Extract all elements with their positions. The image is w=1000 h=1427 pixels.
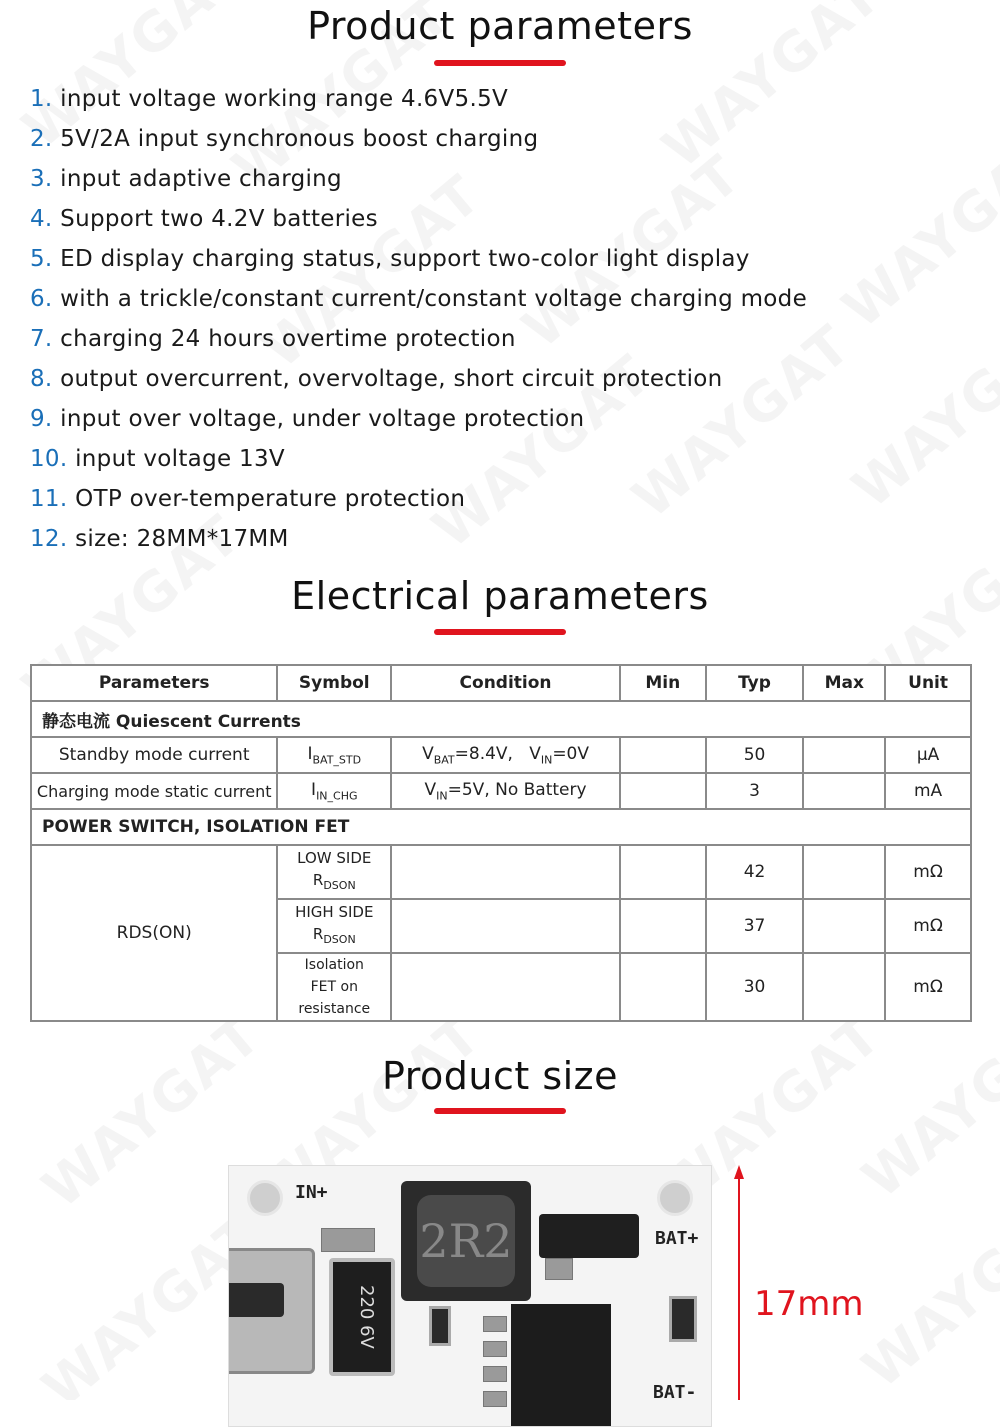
table-header-row	[31, 665, 971, 701]
product-parameters-title: Product parameters	[307, 4, 693, 48]
resistor-component	[429, 1306, 451, 1346]
condition-cell	[391, 953, 620, 1021]
column-header: Typ	[706, 665, 804, 701]
list-text: input voltage working range 4.6V5.5V	[60, 86, 509, 112]
table-section-row	[31, 809, 971, 845]
resistor-component	[669, 1296, 697, 1342]
list-text: size: 28MM*17MM	[75, 526, 289, 552]
symbol-sub: BAT_STD	[312, 753, 362, 767]
list-item	[30, 442, 807, 482]
list-item	[30, 522, 807, 562]
symbol-cell	[277, 845, 391, 899]
condition-cell	[391, 845, 620, 899]
column-header: Max	[803, 665, 885, 701]
column-header: Parameters	[31, 665, 277, 701]
max-cell	[803, 773, 885, 809]
symbol-cell	[277, 773, 391, 809]
electrical-parameters-table	[30, 664, 972, 1022]
silk-bat-minus-label: BAT-	[653, 1382, 697, 1403]
list-item	[30, 202, 807, 242]
section-label: 静态电流 Quiescent Currents	[31, 701, 971, 737]
table-row	[31, 737, 971, 773]
usb-slot	[228, 1283, 284, 1317]
symbol-sub: IN_CHG	[316, 789, 358, 803]
symbol-line: FET on	[310, 979, 358, 995]
list-text: output overcurrent, overvoltage, short circuit protection	[60, 366, 723, 392]
typ-cell: 3	[706, 773, 804, 809]
dimension-label: 17mm	[754, 1284, 864, 1324]
symbol-sub: DSON	[323, 879, 356, 892]
title-underline	[434, 629, 566, 635]
unit-cell: mA	[885, 773, 971, 809]
symbol-main: I	[307, 743, 313, 764]
solder-pad	[545, 1258, 573, 1280]
watermark	[851, 993, 1000, 1211]
list-number: 4.	[30, 206, 53, 232]
list-item	[30, 362, 807, 402]
list-text: with a trickle/constant current/constant voltage charging mode	[60, 286, 808, 312]
cond-sub: BAT	[433, 753, 455, 767]
typ-cell: 42	[706, 845, 804, 899]
condition-cell	[391, 899, 620, 953]
ic-chip	[511, 1304, 611, 1427]
min-cell	[620, 899, 706, 953]
min-cell	[620, 953, 706, 1021]
param-cell: Charging mode static current	[31, 773, 277, 809]
unit-cell: µA	[885, 737, 971, 773]
dimension-arrow-icon	[734, 1165, 744, 1400]
list-text: charging 24 hours overtime protection	[60, 326, 516, 352]
list-text: Support two 4.2V batteries	[60, 206, 378, 232]
list-number: 7.	[30, 326, 53, 352]
list-text: input voltage 13V	[75, 446, 285, 472]
unit-cell: mΩ	[885, 953, 971, 1021]
typ-cell: 30	[706, 953, 804, 1021]
typ-cell: 37	[706, 899, 804, 953]
list-number: 12.	[30, 526, 68, 552]
symbol-cell	[277, 953, 391, 1021]
product-size-title: Product size	[381, 1054, 619, 1098]
silk-bat-plus-label: BAT+	[655, 1228, 699, 1249]
cond-val: =0V	[552, 743, 590, 764]
max-cell	[803, 953, 885, 1021]
list-item	[30, 482, 807, 522]
max-cell	[803, 845, 885, 899]
list-number: 6.	[30, 286, 53, 312]
param-cell: RDS(ON)	[31, 845, 277, 1021]
table-row	[31, 773, 971, 809]
mounting-hole	[247, 1180, 283, 1216]
capacitor-component: 220 6V	[329, 1258, 395, 1376]
table-section-row	[31, 701, 971, 737]
symbol-cell	[277, 737, 391, 773]
watermark	[841, 303, 1000, 521]
symbol-line: Isolation	[304, 957, 364, 973]
column-header: Min	[620, 665, 706, 701]
list-text: input adaptive charging	[60, 166, 342, 192]
cond-sub: IN	[436, 789, 448, 803]
symbol-line: resistance	[298, 1001, 371, 1017]
list-text: ED display charging status, support two-color light display	[60, 246, 750, 272]
title-underline	[434, 1108, 566, 1114]
product-board-image	[228, 1165, 712, 1427]
min-cell	[620, 845, 706, 899]
min-cell	[620, 737, 706, 773]
cond-var: V	[422, 743, 434, 764]
column-header: Unit	[885, 665, 971, 701]
symbol-sub: DSON	[323, 933, 356, 946]
condition-cell	[391, 773, 620, 809]
solder-pad	[483, 1341, 507, 1357]
solder-pad	[483, 1316, 507, 1332]
max-cell	[803, 737, 885, 773]
list-item	[30, 162, 807, 202]
symbol-main: R	[312, 925, 324, 943]
electrical-parameters-title: Electrical parameters	[291, 574, 709, 618]
list-item	[30, 242, 807, 282]
min-cell	[620, 773, 706, 809]
list-number: 9.	[30, 406, 53, 432]
column-header: Condition	[391, 665, 620, 701]
list-number: 5.	[30, 246, 53, 272]
symbol-line: HIGH SIDE	[295, 903, 374, 921]
list-item	[30, 402, 807, 442]
cond-sub: IN	[540, 753, 553, 767]
max-cell	[803, 899, 885, 953]
list-item	[30, 322, 807, 362]
list-number: 11.	[30, 486, 68, 512]
watermark	[831, 123, 1000, 341]
param-cell: Standby mode current	[31, 737, 277, 773]
list-item	[30, 122, 807, 162]
symbol-cell	[277, 899, 391, 953]
list-number: 10.	[30, 446, 68, 472]
list-item	[30, 82, 807, 122]
column-header: Symbol	[277, 665, 391, 701]
cond-var: V	[424, 779, 437, 800]
mounting-hole	[657, 1180, 693, 1216]
symbol-main: I	[311, 779, 317, 800]
watermark	[851, 1183, 1000, 1400]
unit-cell: mΩ	[885, 899, 971, 953]
solder-pad	[483, 1366, 507, 1382]
inductor-marking: 2R2	[417, 1195, 515, 1287]
list-text: 5V/2A input synchronous boost charging	[60, 126, 539, 152]
inductor-component	[401, 1181, 531, 1301]
unit-cell: mΩ	[885, 845, 971, 899]
solder-pad	[321, 1228, 375, 1252]
micro-usb-connector	[228, 1248, 315, 1374]
cond-val: =5V, No Battery	[447, 779, 587, 800]
list-text: input over voltage, under voltage protection	[60, 406, 585, 432]
solder-pad	[483, 1391, 507, 1407]
cond-val: =8.4V,	[454, 743, 513, 764]
list-item	[30, 282, 807, 322]
list-text: OTP over-temperature protection	[75, 486, 466, 512]
list-number: 1.	[30, 86, 53, 112]
typ-cell: 50	[706, 737, 804, 773]
table-row	[31, 845, 971, 899]
condition-cell	[391, 737, 620, 773]
title-underline	[434, 60, 566, 66]
cond-var: V	[529, 743, 541, 764]
list-number: 2.	[30, 126, 53, 152]
product-parameters-list	[30, 82, 807, 562]
list-number: 3.	[30, 166, 53, 192]
section-label: POWER SWITCH, ISOLATION FET	[31, 809, 971, 845]
silk-in-label: IN+	[295, 1182, 328, 1203]
list-number: 8.	[30, 366, 53, 392]
symbol-main: R	[312, 871, 324, 889]
symbol-line: LOW SIDE	[297, 849, 372, 867]
diode-component	[539, 1214, 639, 1258]
